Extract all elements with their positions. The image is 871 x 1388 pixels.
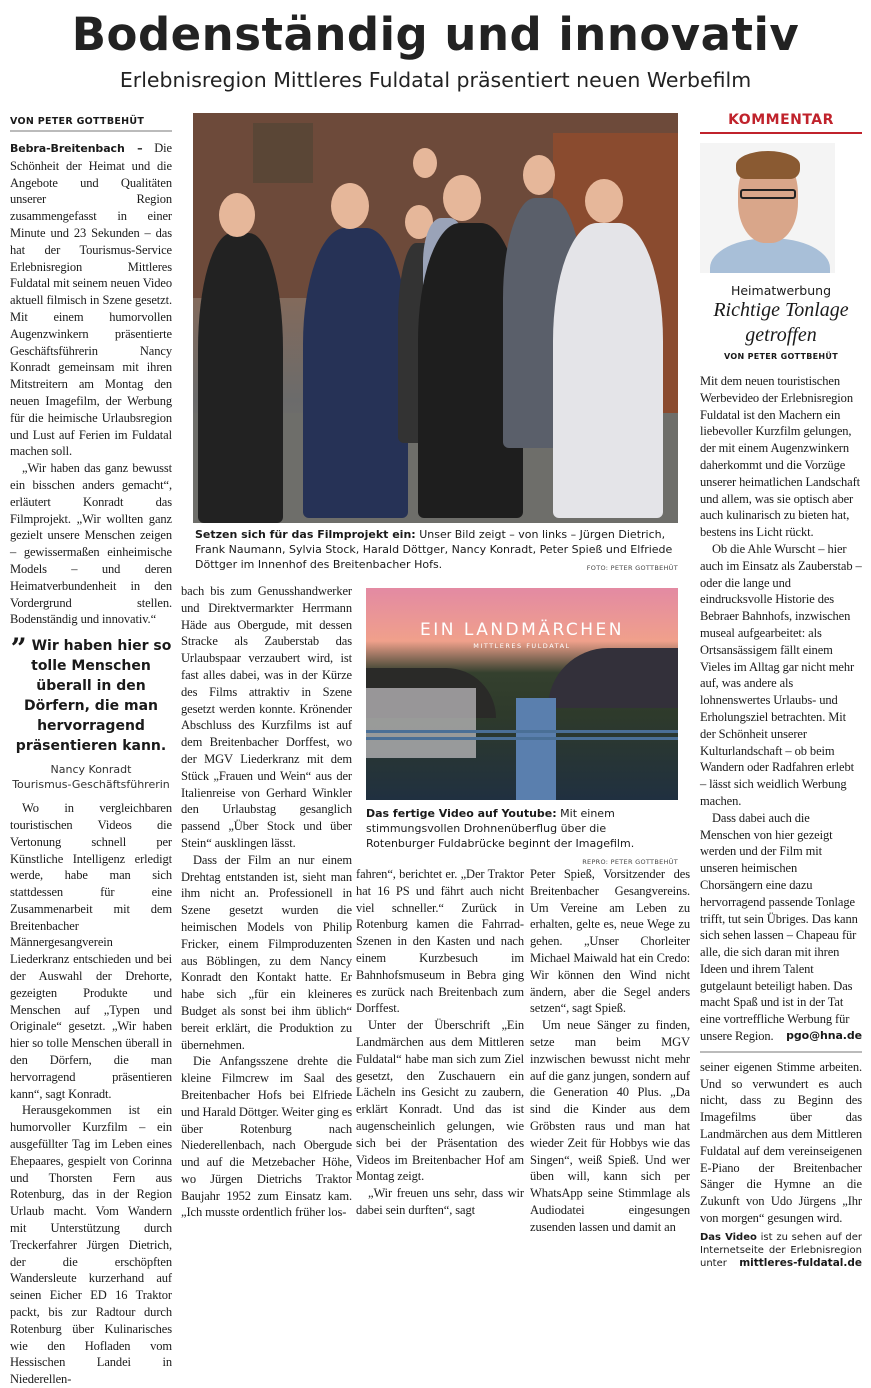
pull-quote-text: Wir haben hier so tolle Menschen überall in den Dörfern, die man hervorragend präsentieren kann. <box>15 638 172 755</box>
article-column-1 <box>10 116 172 1388</box>
author-portrait <box>700 143 835 273</box>
subheadline: Erlebnisregion Mittleres Fuldatal präsentiert neuen Werbefilm <box>119 68 752 92</box>
commentary-title: Richtige Tonlage getroffen <box>713 299 849 346</box>
quote-role: Tourismus-Geschäftsführerin <box>12 778 170 792</box>
quote-attribution <box>8 762 174 792</box>
paragraph: „Wir haben das ganz bewusst ein bisschen anders gemacht“, erläutert Konradt das Filmprojekt. „Wir wollten ganz gezielt unsere Menschen zeigen – gewissermaßen einheimische Models – und deren Heimatverbundenheit in den Vordergrund stellen. Bodenständig und innovativ.“ <box>10 461 172 627</box>
pull-quote <box>8 632 174 756</box>
video-title: EIN LANDMÄRCHEN <box>419 620 625 640</box>
paragraph: Die Anfangsszene drehte die kleine Filmcrew im Saal des Breitenbacher Hofs bei Elfriede und Harald Döttger. Weiter ging es über Rotenburg nach Niederellenbach, nach Obergude und auf die Metzebacher Höhe, wo Jürgen Dietrichs Traktor Baujahr 1952 zum Einsatz kam. „Ich musste ordentlich früher los- <box>181 1054 353 1220</box>
commentary-end-divider <box>700 1051 862 1053</box>
video-info-box: Das Video ist zu sehen auf der Internetseite der Erlebnisregion unter mittleres-fuldatal.de <box>700 1231 862 1269</box>
article-column-2 <box>181 583 352 1221</box>
website-link[interactable]: mittleres-fuldatal.de <box>739 1256 862 1269</box>
commentary-column <box>700 112 862 1270</box>
quote-author: Nancy Konradt <box>50 763 132 777</box>
byline-divider <box>10 130 172 132</box>
paragraph: Ob die Ahle Wurscht – hier auch im Einsatz als Zauberstab – oder die lange und eindrucksvolle Historie des Bebraer Bahnhofs, inzwischen museal aufgearbeitet: als Ortsansässigem fällt einem Vieles im Alltag gar nicht mehr auf, was andere als lohnenswertes Urlaubs- und Erholungsziel betrachten. Mit der Schönheit unserer Kulturlandschaft – ob beim Wandern oder Radfahren erlebt – lässt sich weidlich Werbung machen. <box>700 541 862 808</box>
article-column-1-top <box>10 140 172 628</box>
photo-1-caption: Setzen sich für das Filmprojekt ein: Unser Bild zeigt – von links – Jürgen Dietrich, Frank Naumann, Sylvia Stock, Harald Döttger, Nancy Konradt, Peter Spieß und Elfriede Döttger im Innenhof des Breitenbacher Hofs. FOTO: PETER GOTTBEHÜT <box>195 527 678 576</box>
video-still-image <box>366 588 678 800</box>
video-subtitle: MITTLERES FULDATAL <box>473 642 571 650</box>
paragraph: „Wir freuen uns sehr, dass wir dabei sein durften“, sagt <box>356 1186 524 1217</box>
paragraph: Mit dem neuen touristischen Werbevideo der Erlebnisregion Fuldatal ist den Machern ein liebevoller Kurzfilm gelungen, der mit einem Augenzwinkern daherkommt und die Vorzüge unserer heimatlichen Landschaft und allem, was sie optisch aber auch kulinarisch zu bieten hat, bestens ins Licht rückt. <box>700 374 861 540</box>
paragraph: Um neue Sänger zu finden, setze man beim MGV inzwischen bewusst nicht mehr auf die ganz jungen, sondern auf die Generation 40 Plus. „Da sind die Kinder aus dem Gröbsten raus und man hat wieder Zeit für Hobbys wie das Singen“, weiß Spieß. Und wer üben will, kann sich per WhatsApp seine Stimmlage als Audiodatei eingesungen zusenden lassen und damit an <box>530 1018 690 1234</box>
paragraph: Dass dabei auch die Menschen von hier gezeigt werden und der Film mit unseren heimischen Chorsängern eine dazu hervorragend passende Tonlage trifft, tut sein Übriges. Das kann sich sehen lassen – Chapeau für alle, die sich daran mit ihren Ideen und ihrem Talent gutgelaunt beteiligt haben. Das macht Spaß und ist in der Tat eine vortreffliche Werbung für unsere Region. pgo@hna.de <box>700 810 862 1044</box>
article-column-1-bottom <box>10 800 172 1388</box>
group-photo <box>193 113 678 523</box>
paragraph: Wo in vergleichbaren touristischen Videos die Vertonung schnell per Künstliche Intelligenz erledigt werde, habe man sich stattdessen für eine Zusammenarbeit mit dem Breitenbacher Männergesangverein Liederkranz entschieden und bei der Auswahl der Drehorte, gezeigten Produkte und Menschen auf „Typen und Originale“ gesetzt. „Wir haben hier so tolle Menschen überall in den Dörfern, die man hervorragend präsentieren kann“, sagt Konradt. <box>10 801 172 1101</box>
paragraph: Herausgekommen ist ein humorvoller Kurzfilm – ein ausgefüllter Tag im Leben eines Ehepaares, gespielt von Corinna und Thorsten Fern aus Rotenburg, das in der Region Urlaub macht. Vom Wandern mit Unterstützung durch Treckerfahrer Jürgen Dietrich, der die erschöpften Wandersleute kurzerhand auf seinen Eicher ED 16 Traktor packt, bis zur Radtour durch Rotenburg über Kulinarisches wie den Hofladen vom Hessischen Landei in Niederellen- <box>10 1103 172 1387</box>
quote-mark-icon: ” <box>10 632 27 666</box>
dateline: Bebra-Breitenbach – <box>10 142 143 155</box>
photo-1-credit: FOTO: PETER GOTTBEHÜT <box>586 564 678 572</box>
commentary-body <box>700 373 862 1045</box>
article-column-4 <box>530 866 690 1236</box>
commentary-topic: Heimatwerbung <box>730 283 832 298</box>
photo-2-credit: REPRO: PETER GOTTBEHÜT <box>582 858 678 866</box>
commentary-label: KOMMENTAR <box>728 112 834 128</box>
article-column-3 <box>356 866 524 1219</box>
paragraph: Peter Spieß, Vorsitzender des Breitenbacher Gesangvereins. Um Vereine am Leben zu erhalten, gelte es, neue Wege zu gehen. „Unser Chorleiter Michael Maiwald hat ein Credo: Wir können den Wind nicht ändern, aber die Segel anders setzen“, sagt Spieß. <box>530 867 690 1016</box>
headline: Bodenständig und innovativ <box>71 8 800 61</box>
paragraph: bach bis zum Genusshandwerker und Direktvermarkter Herrmann Häde aus Obergude, mit dessen Stracke als Zauberstab das Urlaubspaar verzaubert wird, ist fast alles dabei, was in der Kürze des Films attraktiv in Szene gesetzt werden konnte. Krönender Abschluss des Kurzfilms ist auf dem Breitenbacher Dorffest, wo der MGV Liederkranz mit dem Stück „Frauen und Wein“ aus der Italienreise von Gerhard Winkler den Urlaubstag gesanglich passend „Über Stock und über Stein“ ausklingen lässt. <box>181 584 352 850</box>
commentary-divider <box>700 132 862 134</box>
photo-2-caption: Das fertige Video auf Youtube: Mit einem stimmungsvollen Drohnenüberflug über die Rotenburger Fuldabrücke beginnt der Imagefilm. REPRO: PETER GOTTBEHÜT <box>366 806 678 870</box>
paragraph: fahren“, berichtet er. „Der Traktor hat 16 PS und fährt auch nicht viel schneller.“ Zurück in Rotenburg kamen die Fahrrad-Szenen in den Kasten und nach einem Kurzbesuch im Bahnhofsmuseum in Bebra ging es zurück nach Breitenbach zum Dorffest. <box>356 867 524 1016</box>
paragraph: Dass der Film an nur einem Drehtag entstanden ist, sieht man ihm nicht an. Professionell in Szene gesetzt wurden die heimischen Models von Philip Fricker, einem Filmproduzenten aus Böblingen, zu dem Nancy Konradt den Kontakt hatte. Er habe sich „für ein kleineres Budget als sonst bei ihm üblich“ bereit erklärt, die Produktion zu übernehmen. <box>181 852 352 1052</box>
article-byline: VON PETER GOTTBEHÜT <box>10 116 145 127</box>
paragraph: Bebra-Breitenbach – Die Schönheit der Heimat und die Angebote und Qualitäten unserer Region zusammengefasst in einer Minute und 23 Sekunden – das hat der Tourismus-Service Erlebnisregion Mittleres Fuldatal mit seinem neuen Video aktuell filmisch in Szene gesetzt. Mit einem humorvollen Augenzwinkern präsentierte Geschäftsführerin Nancy Konradt gemeinsam mit ihren Mitstreitern am Montag den neuen Imagefilm, der Werbung für die heimische Urlaubsregion und Lust auf Ferien im Fuldatal machen soll. <box>10 141 172 459</box>
author-email: pgo@hna.de <box>786 1029 862 1043</box>
paragraph: Unter der Überschrift „Ein Landmärchen aus dem Mittleren Fuldatal“ habe man sich zum Ziel gesetzt, den Zuschauern ein Lächeln ins Gesicht zu zaubern, erklärt Konradt. Und das ist augenscheinlich gelungen, wie sich bei der Präsentation des Videos im Breitenbacher Hof am Montag zeigt. <box>356 1018 524 1184</box>
article-column-5-continuation: seiner eigenen Stimme arbeiten. Und so verwundert es auch nicht, dass zu Beginn des Imagefilms über das Landmärchen aus dem Mittleren Fuldatal auf dem vereinseigenen E-Piano der Breitenbacher Sänger die Hymne an die Zukunft von Udo Jürgens „Ihr von morgen“ gesungen wird. <box>700 1059 862 1226</box>
commentary-byline: VON PETER GOTTBEHÜT <box>724 352 838 361</box>
